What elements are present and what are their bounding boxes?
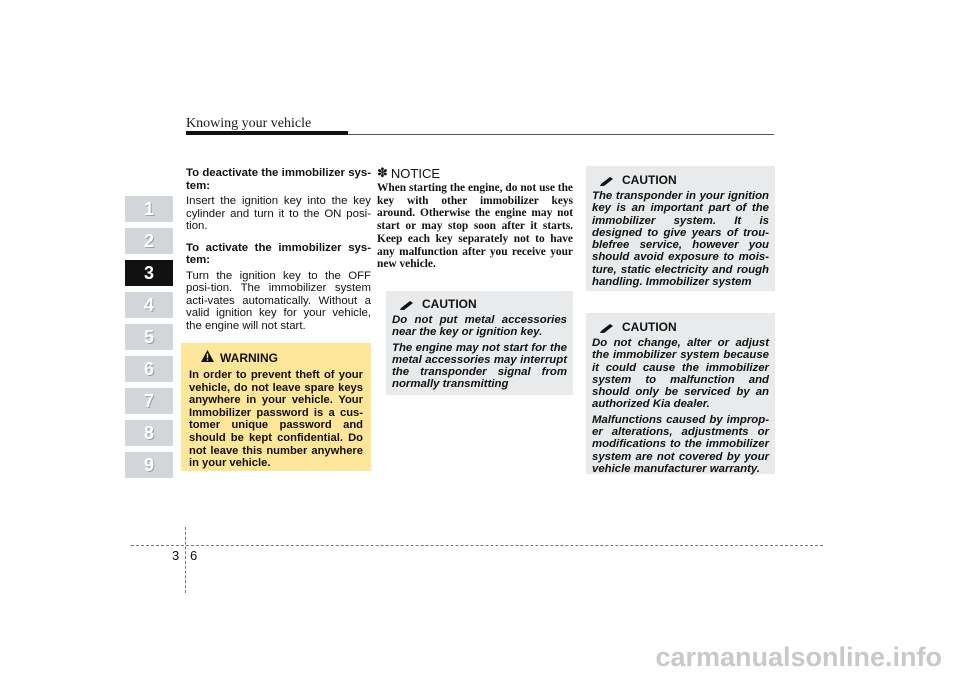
chapter-tab-2[interactable]: 2 [125, 228, 173, 254]
caution-paragraph: Do not change, alter or adjust the immobilizer system because it could cause the immobilizer system to malfunction and should only be serviced by an authorized Kia dealer. [592, 337, 769, 411]
chapter-tab-8[interactable]: 8 [125, 420, 173, 446]
caution-paragraph: The engine may not start for the metal accessories may interrupt the transponder signal from normally transmitting [392, 341, 567, 391]
footer-page-number: 6 [190, 548, 198, 563]
caution-pen-icon [600, 322, 616, 332]
caution-title: CAUTION [622, 320, 677, 334]
chapter-tab-7[interactable]: 7 [125, 388, 173, 414]
caution-header [600, 173, 769, 187]
warning-header [201, 350, 363, 365]
footer-chapter-number: 3 [172, 548, 180, 563]
caution-box-alter [586, 313, 775, 474]
caution-pen-icon [400, 299, 416, 309]
caution-text: The transponder in your ignition key is an important part of the immobilizer system. It is designed to give years of trou-blefree service, however you should avoid exposure to mois-ture, static electricity and rough handling. Immobilizer system [592, 190, 769, 289]
caution-box-metal [386, 291, 573, 395]
caution-title: CAUTION [622, 173, 677, 187]
chapter-tab-1[interactable]: 1 [125, 196, 173, 222]
notice-text: When starting the engine, do not use the key with other immobilizer keys around. Otherwise the engine may not start or may stop soon after it starts. Keep each key separately not to have any malfunction after you receive your new vehicle. [377, 182, 573, 271]
caution-title: CAUTION [422, 297, 477, 311]
chapter-tab-3[interactable]: 3 [125, 260, 173, 286]
caution-pen-icon [600, 175, 616, 185]
header-bar [186, 131, 348, 135]
caution-box-transponder [586, 166, 775, 291]
footer-divider [185, 527, 186, 593]
header-rule [348, 134, 774, 135]
footer-rule [131, 545, 823, 546]
chapter-tabs [125, 196, 173, 484]
caution-paragraph: Do not put metal accessories near the key or ignition key. [392, 314, 567, 339]
deactivate-text: Insert the ignition key into the key cylinder and turn it to the ON posi-tion. [186, 195, 371, 232]
caution-header [600, 320, 769, 334]
warning-triangle-icon [201, 350, 214, 365]
chapter-tab-5[interactable]: 5 [125, 324, 173, 350]
caution-header [400, 297, 567, 311]
caution-text [592, 337, 769, 475]
warning-title: WARNING [220, 350, 278, 365]
warning-text: In order to prevent theft of your vehicle, do not leave spare keys anywhere in your vehicle. Your Immobilizer password is a cus-tomer unique password and should be kept confidential. Do not leave this number anywhere in your vehicle. [189, 369, 363, 470]
deactivate-heading: To deactivate the immobilizer sys-tem: [186, 167, 371, 192]
caution-paragraph: Malfunctions caused by improp-er alterations, adjustments or modifications to the immobilizer system are not covered by your vehicle manufacturer warranty. [592, 413, 769, 475]
activate-heading: To activate the immobilizer sys-tem: [186, 241, 371, 266]
chapter-tab-6[interactable]: 6 [125, 356, 173, 382]
notice-symbol-icon: ✽ [377, 165, 388, 180]
watermark: carmanualsonline.info [655, 642, 942, 672]
chapter-tab-9[interactable]: 9 [125, 452, 173, 478]
immobilizer-instructions [186, 167, 371, 341]
caution-text [392, 314, 567, 391]
page-header-title: Knowing your vehicle [186, 116, 312, 131]
activate-text: Turn the ignition key to the OFF posi-tion. The immobilizer system acti-vates automatically. Without a valid ignition key for your vehicle, the engine will not start. [186, 269, 371, 332]
warning-box [181, 343, 371, 471]
notice-header [377, 165, 440, 181]
notice-title: NOTICE [390, 165, 441, 181]
chapter-tab-4[interactable]: 4 [125, 292, 173, 318]
